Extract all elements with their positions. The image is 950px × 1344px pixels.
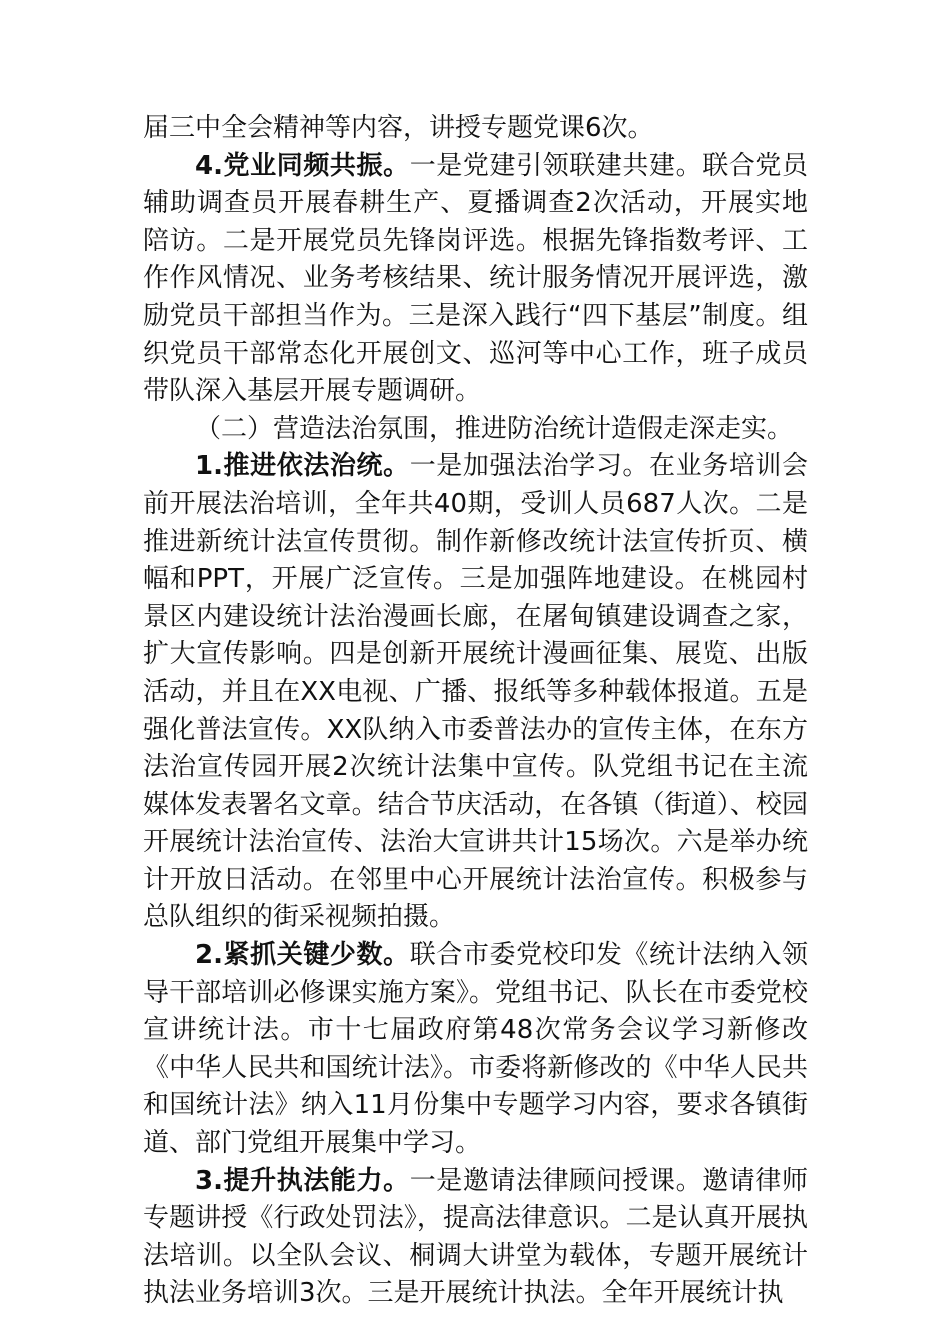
paragraph-text: 届三中全会精神等内容，讲授专题党课6次。 xyxy=(143,113,654,143)
paragraph-heading: 4.党业同频共振。 xyxy=(195,150,410,181)
section-heading-text: （二）营造法治氛围，推进防治统计造假走深走实。 xyxy=(195,413,794,444)
paragraph-heading: 3.提升执法能力。 xyxy=(195,1165,410,1196)
paragraph-key-minority xyxy=(143,937,808,1163)
paragraph-heading: 1.推进依法治统。 xyxy=(195,451,410,482)
paragraph-law-based-statistics xyxy=(143,448,808,937)
section-heading-rule-of-law xyxy=(143,411,808,449)
document-body xyxy=(143,110,808,1313)
paragraph-text: 联合市委党校印发《统计法纳入领导干部培训必修课实施方案》。党组书记、队长在市委党校宣讲统计法。市十七届政府第48次常务会议学习新修改《中华人民共和国统计法》。市委将新修改的《中华人民共和国统计法》纳入11月份集中专题学习内容，要求各镇街道、部门党组开展集中学习。 xyxy=(143,940,808,1159)
paragraph-text: 一是党建引领联建共建。联合党员辅助调查员开展春耕生产、夏播调查2次活动，开展实地陪访。二是开展党员先锋岗评选。根据先锋指数考评、工作作风情况、业务考核结果、统计服务情况开展评选，激励党员干部担当作为。三是深入践行“四下基层”制度。组织党员干部常态化开展创文、巡河等中心工作，班子成员带队深入基层开展专题调研。 xyxy=(143,150,808,407)
paragraph-heading: 2.紧抓关键少数。 xyxy=(195,940,410,971)
paragraph-continuation xyxy=(143,110,808,148)
paragraph-text: 一是邀请法律顾问授课。邀请律师专题讲授《行政处罚法》，提高法律意识。二是认真开展执法培训。以全队会议、桐调大讲堂为载体，专题开展统计执法业务培训3次。三是开展统计执法。全年开展统计执 xyxy=(143,1165,808,1309)
paragraph-party-work-sync xyxy=(143,148,808,411)
paragraph-text: 一是加强法治学习。在业务培训会前开展法治培训，全年共40期，受训人员687人次。二是推进新统计法宣传贯彻。制作新修改统计法宣传折页、横幅和PPT，开展广泛宣传。三是加强阵地建设。在桃园村景区内建设统计法治漫画长廊，在屠甸镇建设调查之家，扩大宣传影响。四是创新开展统计漫画征集、展览、出版活动，并且在XX电视、广播、报纸等多种载体报道。五是强化普法宣传。XX队纳入市委普法办的宣传主体，在东方法治宣传园开展2次统计法集中宣传。队党组书记在主流媒体发表署名文章。结合节庆活动，在各镇（街道）、校园开展统计法治宣传、法治大宣讲共计15场次。六是举办统计开放日活动。在邻里中心开展统计法治宣传。积极参与总队组织的街采视频拍摄。 xyxy=(143,451,808,933)
paragraph-enforcement-capability xyxy=(143,1163,808,1313)
